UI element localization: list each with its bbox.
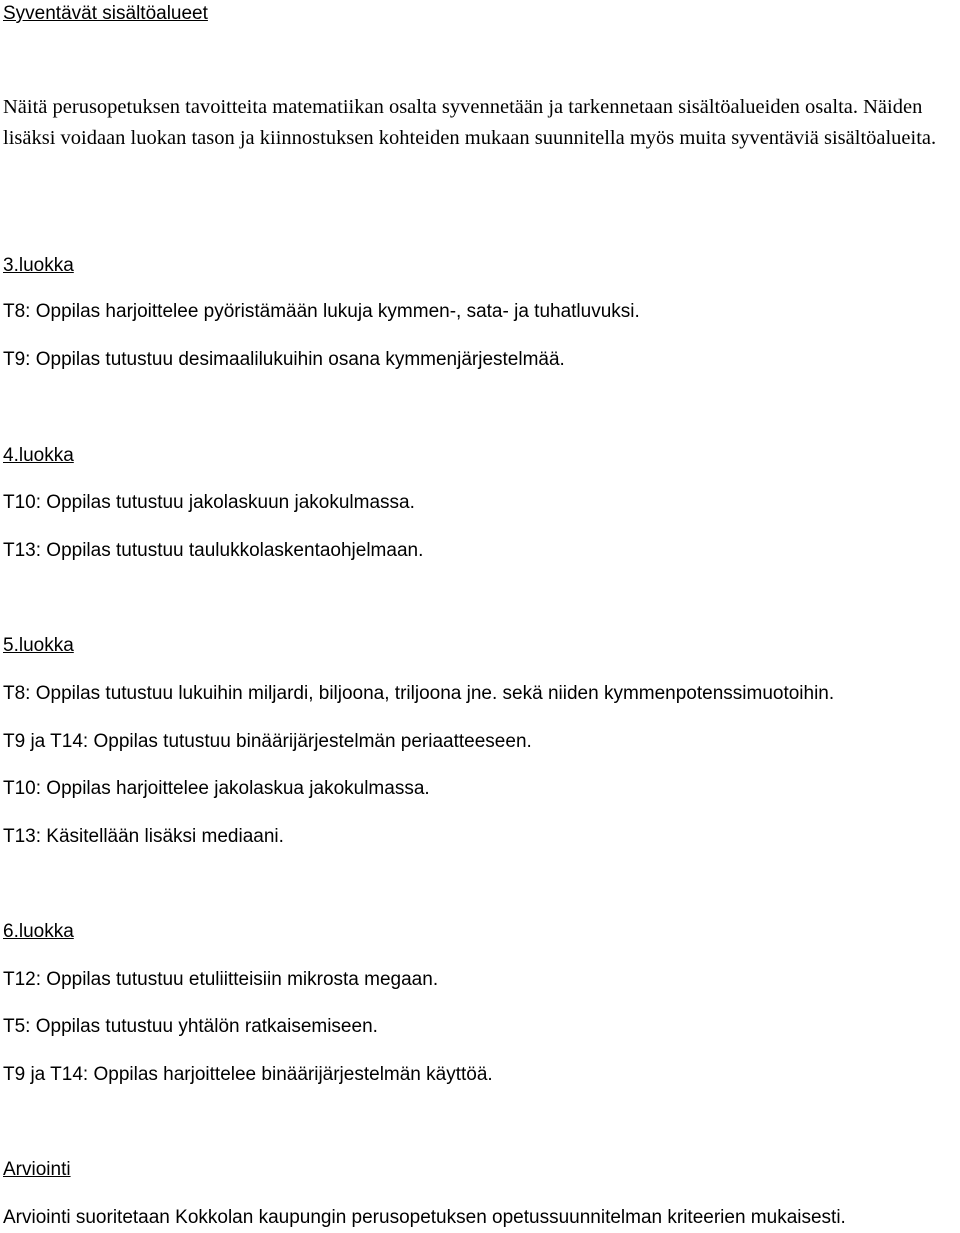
grade-5-item: T8: Oppilas tutustuu lukuihin miljardi, biljoona, triljoona jne. sekä niiden kymmenpotenssimuotoihin. — [3, 683, 835, 704]
grade-5-item: T10: Oppilas harjoittelee jakolaskua jakokulmassa. — [3, 778, 430, 799]
grade-6-item: T12: Oppilas tutustuu etuliitteisiin mikrosta megaan. — [3, 969, 439, 990]
grade-3-heading: 3.luokka — [3, 255, 74, 276]
evaluation-text: Arviointi suoritetaan Kokkolan kaupungin perusopetuksen opetussuunnitelman kriteerien mukaisesti. — [3, 1207, 846, 1228]
intro-paragraph: Näitä perusopetuksen tavoitteita matematiikan osalta syvennetään ja tarkennetaan sisältöalueiden osalta. Näiden lisäksi voidaan luokan tason ja kiinnostuksen kohteiden mukaan suunnitella myös muita syventäviä sisältöalueita. — [3, 96, 937, 149]
grade-6-item: T5: Oppilas tutustuu yhtälön ratkaisemiseen. — [3, 1016, 378, 1037]
grade-6-item: T9 ja T14: Oppilas harjoittelee binäärijärjestelmän käyttöä. — [3, 1064, 493, 1085]
grade-4-heading: 4.luokka — [3, 445, 74, 466]
grade-4-item: T13: Oppilas tutustuu taulukkolaskentaohjelmaan. — [3, 540, 424, 561]
grade-4-item: T10: Oppilas tutustuu jakolaskuun jakokulmassa. — [3, 492, 415, 513]
grade-3-item: T9: Oppilas tutustuu desimaalilukuihin osana kymmenjärjestelmää. — [3, 349, 565, 370]
grade-5-heading: 5.luokka — [3, 635, 74, 656]
evaluation-heading: Arviointi — [3, 1159, 71, 1180]
grade-6-heading: 6.luokka — [3, 921, 74, 942]
grade-3-item: T8: Oppilas harjoittelee pyöristämään lukuja kymmen-, sata- ja tuhatluvuksi. — [3, 301, 640, 322]
section-title: Syventävät sisältöalueet — [3, 3, 208, 24]
grade-5-item: T9 ja T14: Oppilas tutustuu binäärijärjestelmän periaatteeseen. — [3, 731, 532, 752]
grade-5-item: T13: Käsitellään lisäksi mediaani. — [3, 826, 284, 847]
